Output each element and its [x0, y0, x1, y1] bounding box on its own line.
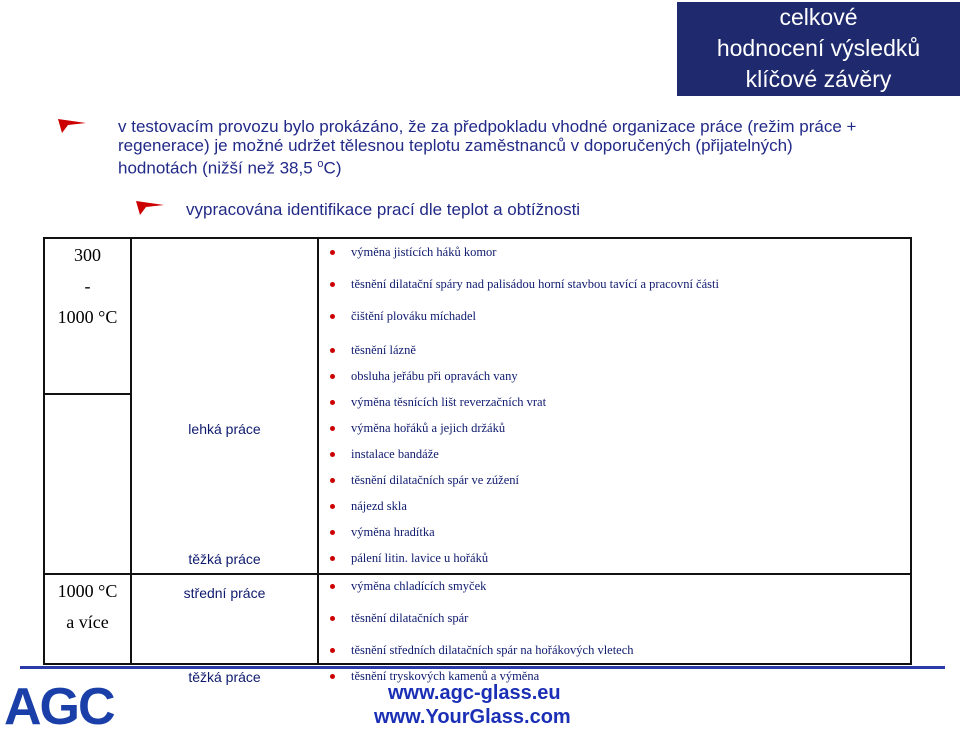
bullet-dot-icon [330, 478, 335, 483]
task-item: pálení litin. lavice u hořáků [330, 551, 488, 566]
footer-url-agc[interactable]: www.agc-glass.eu [388, 682, 561, 704]
task-item: výměna hradítka [330, 525, 435, 540]
slide-title [677, 2, 960, 96]
red-flag-bullet-icon [58, 119, 86, 135]
temp-cell-upper [44, 238, 131, 394]
level-tezka-2: těžká práce [188, 669, 261, 685]
bullet-dot-icon [330, 648, 335, 653]
bullet-dot-icon [330, 530, 335, 535]
title-line-3: klíčové závěry [745, 66, 892, 92]
task-item: obsluha jeřábu při opravách vany [330, 369, 518, 384]
temp-lower-suffix: a více [66, 612, 109, 632]
bullet-dot-icon [330, 584, 335, 589]
task-item: výměna hořáků a jejich držáků [330, 421, 505, 436]
bullet-dot-icon [330, 348, 335, 353]
task-item: výměna těsnících lišt reverzačních vrat [330, 395, 546, 410]
task-item: čištění plováku míchadel [330, 309, 476, 324]
temp-cell-lower [44, 574, 131, 664]
tasks-cell-upper [318, 238, 911, 574]
task-item: výměna jistících háků komor [330, 245, 496, 260]
footer-url-yourglass[interactable]: www.YourGlass.com [374, 706, 571, 728]
logo-text: AGC [4, 678, 114, 728]
task-item: těsnění tryskových kamenů a výměna [330, 669, 539, 684]
temp-from: 300 [74, 245, 101, 265]
bullet-text-1: v testovacím provozu bylo prokázáno, že za předpokladu vhodné organizace práce (režim práce + regenerace) je možné udržet tělesnou teplotu zaměstnanců v doporučených (přijatelných) hodnotách (nižší než 38,5 $^o$C) [118, 117, 857, 178]
temp-cell-blank [44, 394, 131, 574]
temp-to: 1000 °C [57, 307, 118, 327]
task-item: těsnění dilatační spáry nad palisádou horní stavbou tavící a pracovní části [330, 277, 719, 292]
bullet-dot-icon [330, 282, 335, 287]
bullet-dot-icon [330, 556, 335, 561]
level-stredni: střední práce [183, 585, 266, 601]
task-item: těsnění dilatačních spár [330, 611, 468, 626]
bullet-dot-icon [330, 250, 335, 255]
level-cell-upper [131, 238, 318, 574]
bullet-dot-icon [330, 616, 335, 621]
bullet-dot-icon [330, 374, 335, 379]
task-item: instalace bandáže [330, 447, 439, 462]
task-item: nájezd skla [330, 499, 407, 514]
task-item: výměna chladících smyček [330, 579, 486, 594]
work-classification-table [43, 237, 912, 685]
level-tezka-1: těžká práce [188, 551, 261, 567]
title-line-2: hodnocení výsledků [716, 35, 921, 61]
red-flag-bullet-icon [136, 201, 164, 217]
level-cell-lower [131, 574, 318, 685]
bullet-dot-icon [330, 452, 335, 457]
title-line-1: celkové [779, 4, 858, 30]
task-item: těsnění dilatačních spár ve zúžení [330, 473, 519, 488]
task-item: těsnění středních dilatačních spár na hořákových vletech [330, 643, 634, 658]
bullet-dot-icon [330, 400, 335, 405]
bullet-dot-icon [330, 674, 335, 679]
temp-lower-from: 1000 °C [57, 581, 118, 601]
bullet-dot-icon [330, 426, 335, 431]
tasks-cell-lower [318, 574, 911, 683]
task-item: těsnění lázně [330, 343, 416, 358]
bullet-dot-icon [330, 504, 335, 509]
bullet-dot-icon [330, 314, 335, 319]
level-lehka: lehká práce [188, 421, 261, 437]
bullet-text-2: vypracována identifikace prací dle teplot a obtížnosti [186, 200, 581, 219]
agc-logo [2, 676, 142, 728]
temp-dash: - [84, 276, 91, 296]
